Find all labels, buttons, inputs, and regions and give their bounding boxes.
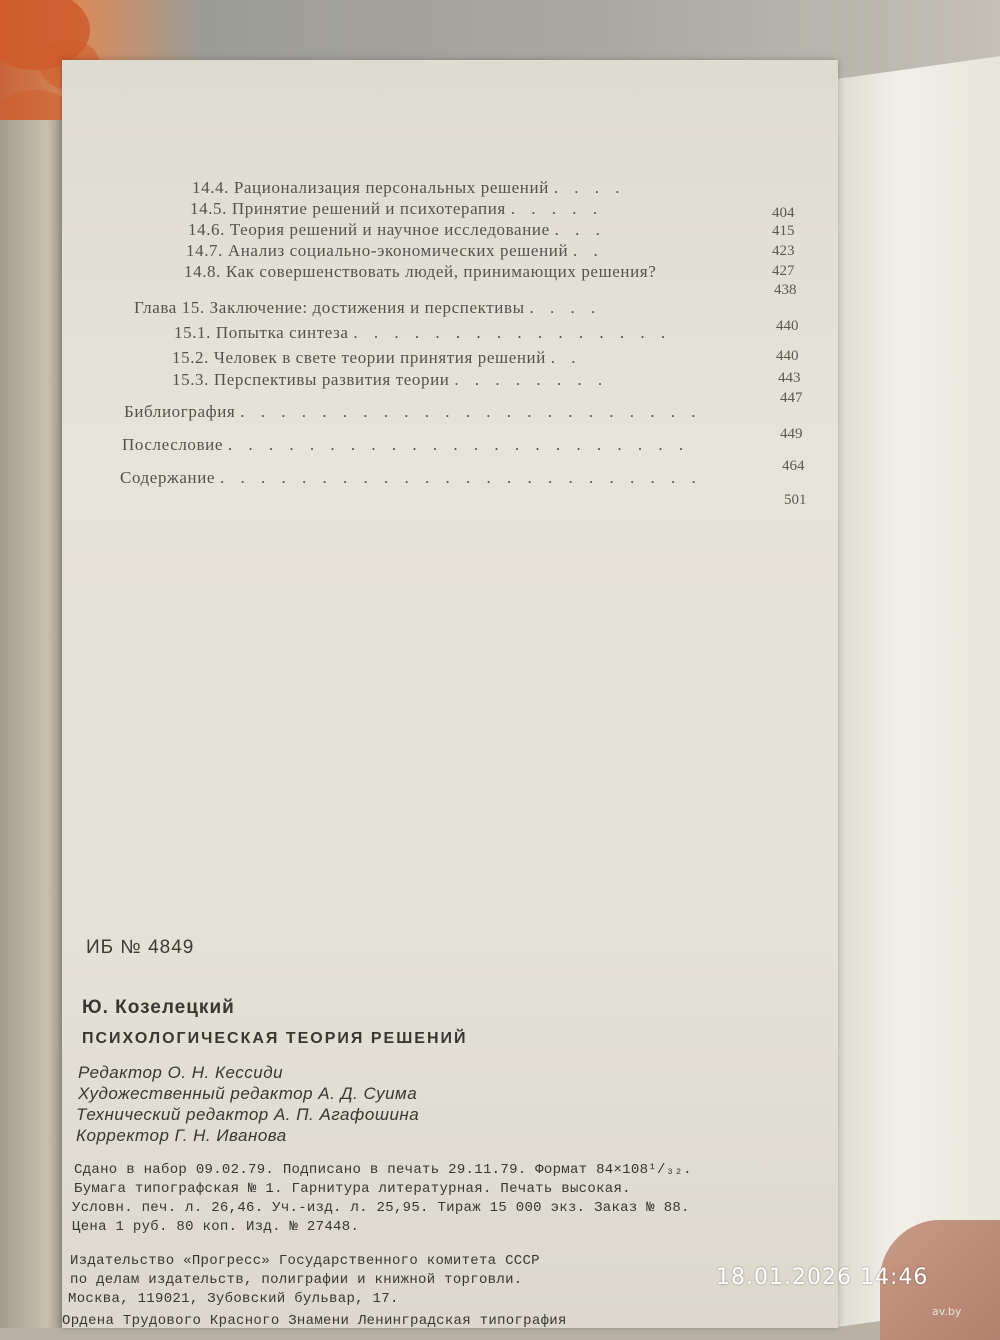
watermark-text: av.by — [932, 1305, 962, 1318]
toc-page-number: 438 — [774, 282, 797, 298]
toc-page-number: 423 — [772, 243, 795, 259]
toc-section — [122, 435, 689, 455]
toc-entry-text: 14.5. Принятие решений и психотерапия — [190, 199, 506, 218]
book-page — [62, 60, 838, 1328]
toc-entry-text: 14.6. Теория решений и научное исследование — [188, 220, 550, 239]
toc-page-number: 443 — [778, 370, 801, 386]
toc-page-number: 501 — [784, 492, 807, 508]
toc-entry-text: 15.2. Человек в свете теории принятия решений — [172, 348, 546, 367]
toc-dots: . . . . . . . . . . . . . . . . . . . . . . . . — [219, 468, 702, 487]
opposite-page — [830, 56, 1000, 1328]
toc-dots: . . . . . . . . . . . . . . . . . . . . . . . — [227, 435, 690, 454]
toc-entry-text: 14.8. Как совершенствовать людей, принимающих решения? — [184, 262, 657, 281]
ib-number: ИБ № 4849 — [86, 937, 195, 958]
toc-entry-text: Глава 15. Заключение: достижения и перспективы — [134, 298, 525, 317]
photo-timestamp: 18.01.2026 14:46 — [716, 1265, 929, 1290]
toc-entry — [188, 220, 606, 240]
printer-line: Ордена Трудового Красного Знамени Ленинградская типография — [62, 1313, 567, 1329]
toc-dots: . . . . — [529, 298, 602, 317]
book-cover-edge — [0, 120, 68, 1328]
publisher-line: Москва, 119021, Зубовский бульвар, 17. — [68, 1291, 399, 1307]
toc-entry — [172, 348, 582, 368]
toc-page-number: 449 — [780, 426, 803, 442]
toc-entry — [184, 262, 656, 282]
credit-line: Редактор О. Н. Кессиди — [78, 1063, 284, 1082]
toc-dots: . . . . . . . . . . . . . . . . . . . . . . . — [240, 402, 702, 421]
toc-chapter — [134, 298, 601, 318]
toc-entry — [172, 370, 608, 390]
print-data-line: Бумага типографская № 1. Гарнитура литературная. Печать высокая. — [74, 1181, 631, 1197]
toc-page-number: 440 — [776, 348, 799, 364]
publisher-line: Издательство «Прогресс» Государственного комитета СССР — [70, 1253, 540, 1269]
book-title: ПСИХОЛОГИЧЕСКАЯ ТЕОРИЯ РЕШЕНИЙ — [82, 1030, 468, 1047]
toc-entry-text: 15.3. Перспективы развития теории — [172, 370, 450, 389]
toc-dots: . . . . — [553, 178, 626, 197]
toc-entry-text: Послесловие — [122, 435, 223, 454]
print-data-line: Сдано в набор 09.02.79. Подписано в печать 29.11.79. Формат 84×108¹/₃₂. — [74, 1162, 692, 1178]
toc-section — [124, 402, 701, 422]
toc-page-number: 415 — [772, 223, 795, 239]
credit-line: Корректор Г. Н. Иванова — [76, 1126, 287, 1145]
toc-page-number: 447 — [780, 390, 803, 406]
toc-entry-text: Содержание — [120, 468, 216, 487]
toc-dots: . . — [550, 348, 582, 367]
toc-entry-text: 14.4. Рационализация персональных решений — [192, 178, 549, 197]
toc-dots: . . . . . . . . — [454, 370, 609, 389]
toc-page-number: 404 — [772, 205, 795, 221]
toc-page-number: 440 — [776, 318, 799, 334]
credit-line: Технический редактор А. П. Агафошина — [76, 1105, 420, 1124]
toc-entry — [186, 241, 604, 261]
toc-entry-text: 14.7. Анализ социально-экономических решений — [186, 241, 569, 260]
toc-entry — [190, 199, 603, 219]
toc-entry — [174, 323, 671, 343]
toc-dots: . . . . . — [510, 199, 603, 218]
print-data-line: Условн. печ. л. 26,46. Уч.-изд. л. 25,95. Тираж 15 000 экз. Заказ № 88. — [72, 1200, 690, 1216]
credit-line: Художественный редактор А. Д. Суима — [78, 1084, 418, 1103]
toc-dots: . . — [573, 241, 604, 260]
toc-entry-text: Библиография — [124, 402, 236, 421]
toc-entry-text: 15.1. Попытка синтеза — [174, 323, 349, 342]
toc-dots: . . . . . . . . . . . . . . . . — [353, 323, 672, 342]
toc-section — [120, 468, 702, 488]
book-author: Ю. Козелецкий — [82, 997, 235, 1018]
toc-entry — [192, 178, 626, 198]
print-data-line: Цена 1 руб. 80 коп. Изд. № 27448. — [72, 1219, 360, 1235]
toc-page-number: 464 — [782, 458, 805, 474]
publisher-line: по делам издательств, полиграфии и книжной торговли. — [70, 1272, 523, 1288]
toc-dots: . . . — [554, 220, 606, 239]
toc-page-number: 427 — [772, 263, 795, 279]
